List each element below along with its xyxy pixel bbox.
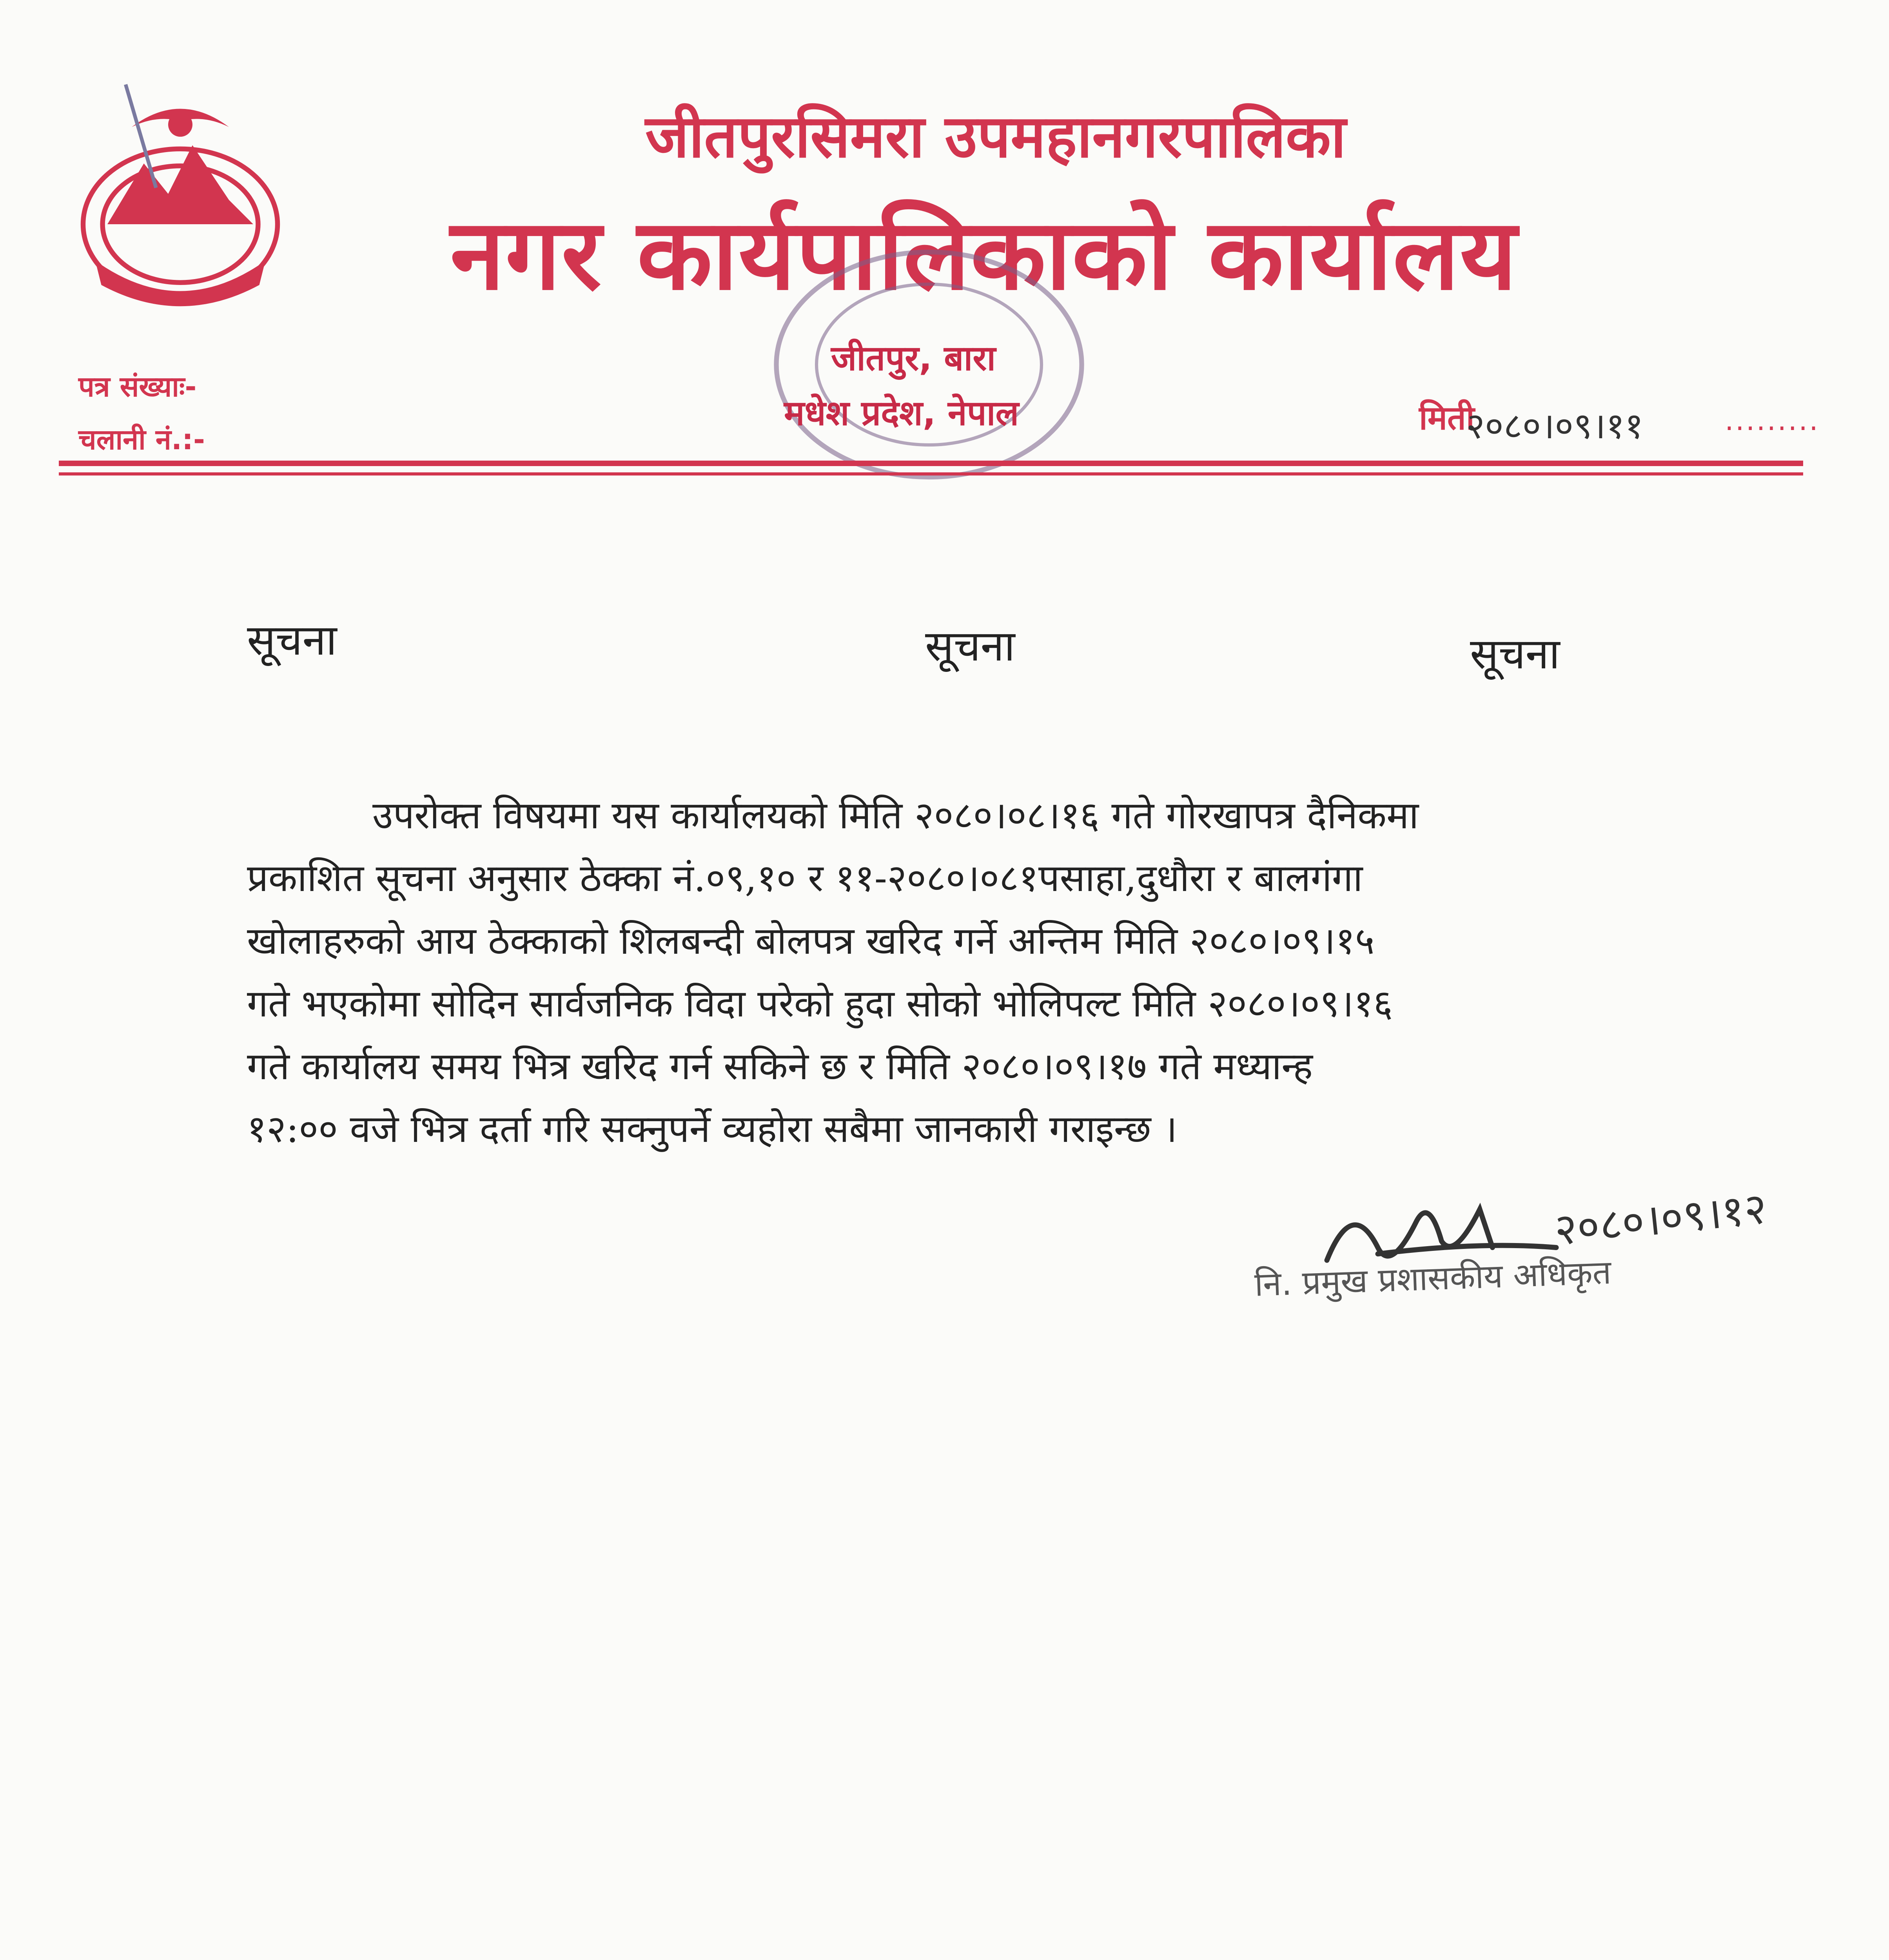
letter-number-label: पत्र संख्याः- [78, 370, 197, 403]
notice-body-line: १२:०० वजे भित्र दर्ता गरि सक्नुपर्ने व्यहोरा सबैमा जानकारी गराइन्छ । [247, 1107, 1178, 1151]
notice-body-line: प्रकाशित सूचना अनुसार ठेक्का नं.०९,१० र ११-२०८०।०८१पसाहा,दुधौरा र बालगंगा [247, 856, 1363, 900]
notice-body-line: उपरोक्त विषयमा यस कार्यालयको मिति २०८०।०८।१६ गते गोरखापत्र दैनिकमा [372, 793, 1419, 837]
notice-heading-left: सूचना [247, 616, 337, 665]
date-value: २०८०।०९।११ [1466, 405, 1644, 447]
signature-date: २०८०।०९।१२ [1552, 1183, 1769, 1256]
address-line-2: मधेश प्रदेश, नेपाल [784, 393, 1019, 433]
dispatch-number-label: चलानी नं.:- [78, 423, 205, 456]
date-label: मिती [1419, 399, 1475, 437]
notice-heading-center: सूचना [925, 622, 1015, 671]
notice-heading-right: सूचना [1470, 630, 1560, 679]
notice-body-line: खोलाहरुको आय ठेक्काको शिलबन्दी बोलपत्र खरिद गर्ने अन्तिम मिति २०८०।०९।१५ [247, 919, 1375, 963]
date-dots: ......... [1725, 404, 1820, 437]
signatory-title: नि. प्रमुख प्रशासकीय अधिकृत [1254, 1253, 1612, 1304]
header-rule-bottom [59, 472, 1803, 475]
government-emblem-icon [59, 78, 302, 321]
notice-body-line: गते कार्यालय समय भित्र खरिद गर्न सकिने छ र मिति २०८०।०९।१७ गते मध्यान्ह [247, 1044, 1313, 1088]
notice-body [247, 784, 1713, 1160]
municipality-name: जीतपुरसिमरा उपमहानगरपालिका [645, 103, 1346, 171]
office-title: नगर कार्यपालिकाको कार्यालय [450, 198, 1518, 312]
header-rule-top [59, 461, 1803, 466]
address-line-1: जीतपुर, बारा [831, 338, 996, 378]
notice-body-line: गते भएकोमा सोदिन सार्वजनिक विदा परेको हुदा सोको भोलिपल्ट मिति २०८०।०९।१६ [247, 982, 1393, 1025]
